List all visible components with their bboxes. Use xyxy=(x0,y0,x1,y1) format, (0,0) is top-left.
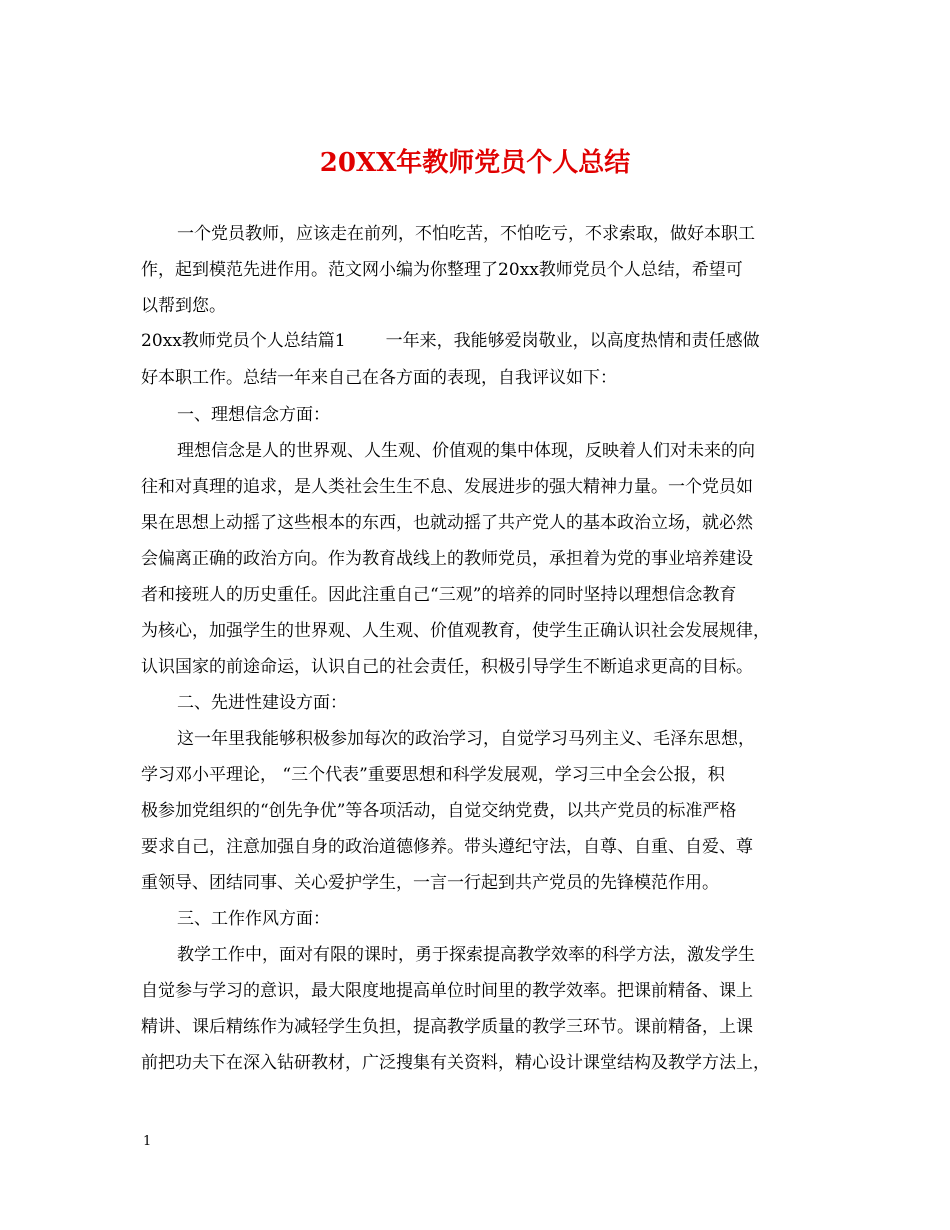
paragraph-line: 学习邓小平理论， “三个代表”重要思想和科学发展观，学习三中全会公报，积 xyxy=(141,765,725,785)
section-heading-line xyxy=(141,330,760,352)
paragraph-line: 教学工作中，面对有限的课时，勇于探索提高教学效率的科学方法，激发学生 xyxy=(177,945,755,965)
section-heading: 三、工作作风方面： xyxy=(177,909,330,929)
paragraph-line: 要求自己，注意加强自身的政治道德修养。带头遵纪守法，自尊、自重、自爱、尊 xyxy=(141,837,753,857)
paragraph-line: 好本职工作。总结一年来自己在各方面的表现，自我评议如下： xyxy=(141,368,617,388)
paragraph-line: 这一年里我能够积极参加每次的政治学习，自觉学习马列主义、毛泽东思想， xyxy=(177,729,755,749)
paragraph-line: 自觉参与学习的意识，最大限度地提高单位时间里的教学效率。把课前精备、课上 xyxy=(141,981,753,1001)
intro-line: 一个党员教师，应该走在前列，不怕吃苦，不怕吃亏，不求索取，做好本职工 xyxy=(177,224,755,244)
paragraph-line: 极参加党组织的“创先争优”等各项活动，自觉交纳党费，以共产党员的标准严格 xyxy=(141,801,737,821)
paragraph-line: 认识国家的前途命运，认识自己的社会责任，积极引导学生不断追求更高的目标。 xyxy=(141,657,753,677)
paragraph-line: 为核心，加强学生的世界观、人生观、价值观教育，使学生正确认识社会发展规律， xyxy=(141,621,770,641)
paragraph-line: 理想信念是人的世界观、人生观、价值观的集中体现，反映着人们对未来的向 xyxy=(177,441,755,461)
paragraph-line: 者和接班人的历史重任。因此注重自己“三观”的培养的同时坚持以理想信念教育 xyxy=(141,585,737,605)
intro-line: 以帮到您。 xyxy=(141,296,226,316)
article-subtitle: 20xx教师党员个人总结篇1 xyxy=(141,331,346,351)
paragraph-line: 果在思想上动摇了这些根本的东西，也就动摇了共产党人的基本政治立场，就必然 xyxy=(141,513,753,533)
paragraph-line: 往和对真理的追求，是人类社会生生不息、发展进步的强大精神力量。一个党员如 xyxy=(141,477,753,497)
paragraph-line: 会偏离正确的政治方向。作为教育战线上的教师党员，承担着为党的事业培养建设 xyxy=(141,549,753,569)
paragraph-line: 精讲、课后精练作为减轻学生负担，提高教学质量的教学三环节。课前精备，上课 xyxy=(141,1017,753,1037)
section-heading: 一、理想信念方面： xyxy=(177,405,330,425)
section-heading: 二、先进性建设方面： xyxy=(177,693,347,713)
paragraph-line: 前把功夫下在深入钻研教材，广泛搜集有关资料，精心设计课堂结构及教学方法上， xyxy=(141,1053,770,1073)
document-title: 20XX年教师党员个人总结 xyxy=(319,148,631,178)
intro-line: 作，起到模范先进作用。范文网小编为你整理了20xx教师党员个人总结，希望可 xyxy=(141,260,743,280)
page-number: 1 xyxy=(143,1134,152,1149)
paragraph-line: 重领导、团结同事、关心爱护学生，一言一行起到共产党员的先锋模范作用。 xyxy=(141,873,719,893)
paragraph-text: 一年来，我能够爱岗敬业，以高度热情和责任感做 xyxy=(385,331,760,351)
